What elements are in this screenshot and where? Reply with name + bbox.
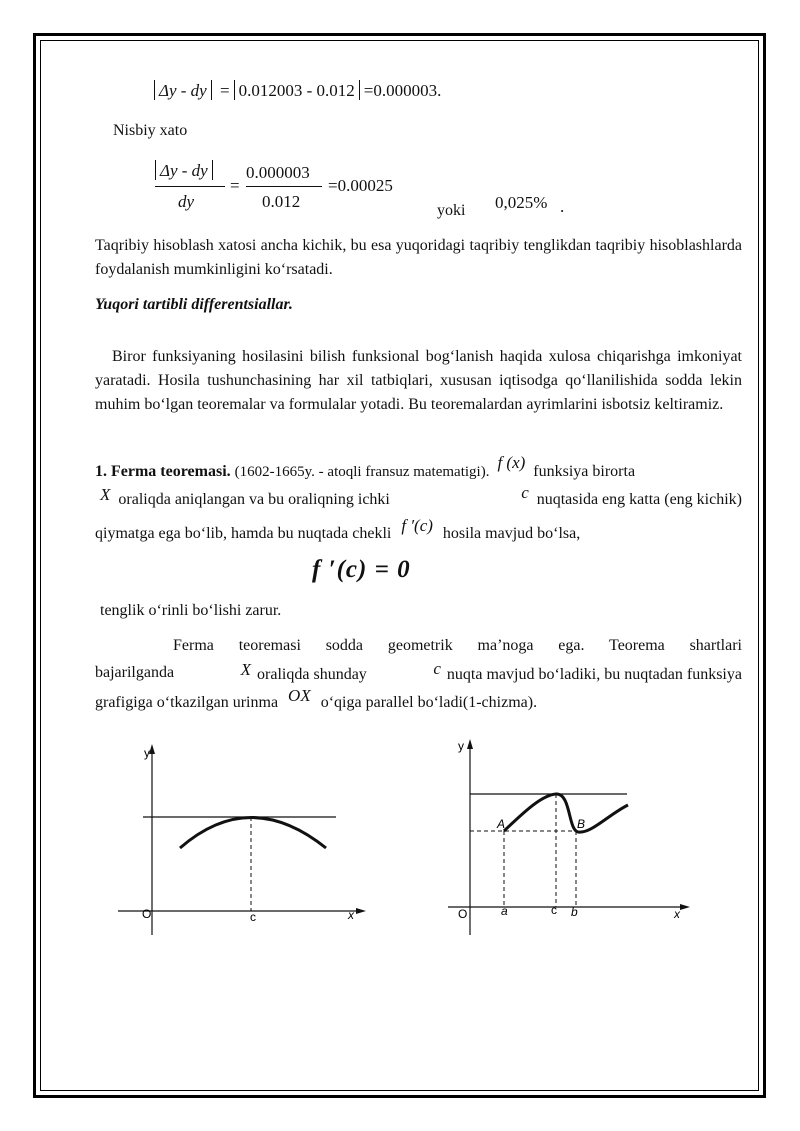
necessity-line: tenglik o‘rinli bo‘lishi zarur.	[100, 602, 282, 619]
relative-error-label: Nisbiy xato	[113, 122, 188, 139]
theorem-line-1	[95, 453, 742, 481]
paragraph-derivative-intro: Biror funksiyaning hosilasini bilish funksional bog‘lanish haqida xulosa chiqarishga imkoniyat yaratadi. Hosila tushunchasining har xil tatbiqlari, xususan iqtisodga qo‘llanilishida sodda lekin muhim bo‘lgan teoremalar va formulalar yotadi. Bu teoremalardan ayrimlarini isbotsiz keltiramiz.	[95, 348, 742, 413]
function-fx: f (x)	[497, 453, 526, 472]
fig2-c-label: c	[551, 903, 557, 917]
formula-absolute-error	[150, 80, 441, 101]
fraction-equals: =	[230, 176, 240, 195]
theorem-text-5: hosila mavjud bo‘lsa,	[442, 525, 581, 542]
fig2-x-arrow	[680, 904, 690, 910]
fig2-y-arrow	[467, 739, 473, 749]
fermat-formula: f ′(c) = 0	[312, 556, 411, 583]
fig1-origin-label: O	[142, 907, 152, 921]
formula-equals: =	[219, 81, 230, 100]
theorem-years: (1602-1665y. - atoqli fransuz matematigi).	[234, 464, 490, 480]
or-word: yoki	[437, 202, 466, 219]
fig2-y-label: y	[458, 739, 464, 753]
fig2-origin-label: O	[458, 907, 468, 921]
figure-2-rolle	[446, 735, 696, 935]
paragraph-approximation: Taqribiy hisoblash xatosi ancha kichik, bu esa yuqoridagi taqribiy tenglikdan taqribiy hisoblashlarda foydalanish mumkinligini ko‘rsatadi.	[95, 237, 742, 278]
fig2-B-label: B	[577, 817, 586, 831]
fig1-curve	[180, 818, 326, 849]
fig2-curve	[504, 794, 628, 832]
figure-1-maximum	[110, 740, 370, 940]
theorem-title: 1. Ferma teoremasi.	[95, 463, 231, 480]
geometric-line-1: Ferma teoremasi sodda geometrik ma’noga ega. Teorema shartlari	[173, 637, 742, 654]
formula-result: =0.000003.	[363, 81, 442, 100]
theorem-line-3	[95, 516, 581, 543]
fraction-num-left: Δy - dy	[155, 160, 217, 181]
fig2-x-label: x	[674, 907, 680, 921]
formula-lhs: Δy - dy	[159, 81, 207, 100]
geometric-line-3: grafigiga o‘tkazilgan urinma OX o‘qiga parallel bo‘ladi(1-chizma).	[95, 686, 538, 711]
fig2-A-label: A	[497, 817, 506, 831]
percent-dot: .	[560, 197, 565, 216]
fig1-x-arrow	[356, 908, 366, 914]
geometric-line-2: bajarilganda X oraliqda shunday c nuqta mavjud bo‘ladiki, bu nuqtadan funksiya	[95, 659, 742, 683]
theorem-text-1: funksiya birorta	[533, 463, 636, 480]
fraction-den-right: 0.012	[262, 192, 301, 211]
section-heading: Yuqori tartibli differentsiallar.	[95, 296, 293, 313]
theorem-text-3: nuqtasida eng katta (eng kichik)	[536, 491, 742, 508]
theorem-line-2	[95, 483, 742, 509]
percent-value: 0,025%	[495, 193, 548, 212]
fig1-x-label: x	[348, 908, 354, 922]
formula-difference: 0.012003 - 0.012	[238, 81, 355, 100]
axis-OX: OX	[288, 686, 311, 705]
fraction-num-right: 0.000003	[246, 163, 310, 182]
fraction-bar-right	[246, 186, 322, 187]
fraction-result: =0.00025	[328, 176, 393, 195]
interval-X-2: X	[240, 660, 252, 679]
fraction-bar-left	[155, 186, 225, 187]
point-c-2: c	[433, 659, 441, 678]
fig1-y-label: y	[144, 746, 150, 760]
fraction-den-left: dy	[178, 192, 195, 211]
theorem-text-4: qiymatga ega bo‘lib, hamda bu nuqtada chekli	[95, 525, 392, 542]
fig2-a-label: a	[501, 904, 508, 918]
interval-X: X	[100, 485, 111, 504]
fig1-c-label: c	[250, 910, 256, 924]
fig2-b-label: b	[571, 905, 578, 919]
point-c: c	[521, 483, 529, 502]
derivative-fc: f ′(c)	[401, 516, 433, 535]
theorem-text-2: oraliqda aniqlangan va bu oraliqning ichki	[118, 491, 390, 508]
